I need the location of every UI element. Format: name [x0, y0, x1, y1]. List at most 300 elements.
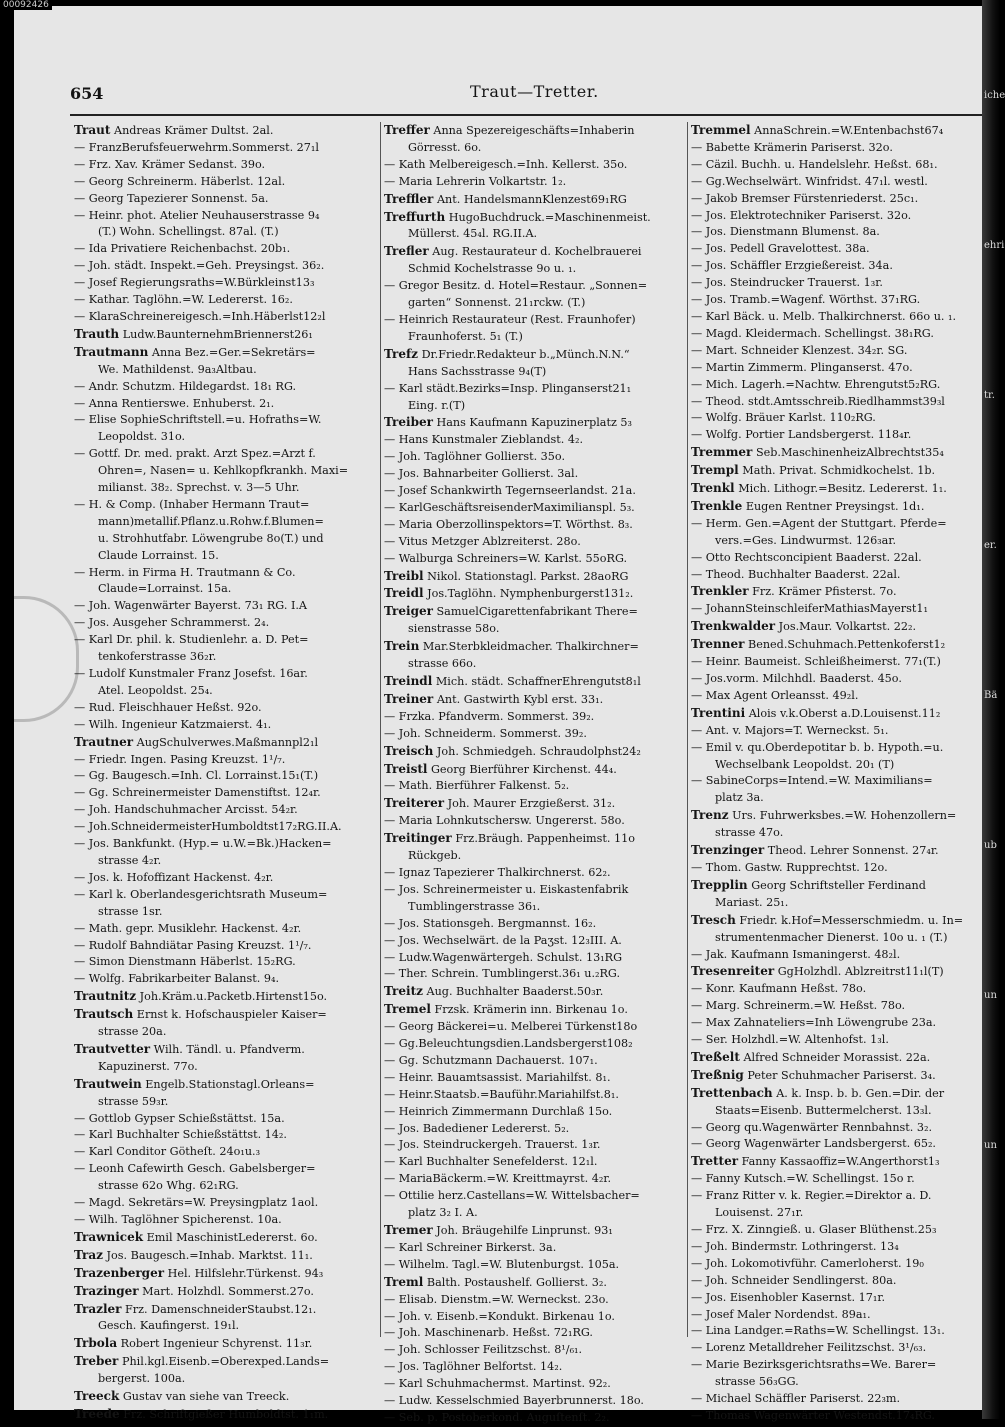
entry-text: Wechselbank Leopoldst. 20₁ (T) — [715, 757, 895, 771]
entry-text: Gustav van siehe van Treeck. — [122, 1390, 290, 1404]
directory-entry — [384, 500, 684, 517]
directory-entry — [691, 877, 981, 895]
entry-text: — Rudolf Bahndiätar Pasing Kreuzst. 1¹/₇. — [74, 938, 312, 952]
directory-entry — [74, 615, 377, 632]
surname: Treßnig — [691, 1067, 744, 1082]
directory-entry — [74, 122, 377, 140]
directory-entry — [384, 534, 684, 551]
directory-entry — [74, 683, 377, 700]
entry-text: — Frzka. Pfandverm. Sommerst. 39₂. — [384, 709, 595, 723]
column-divider — [687, 122, 688, 1337]
entry-text: Fanny Kassaoffiz=W.Angerthorst1₃ — [741, 1155, 940, 1169]
entry-text: — Karl k. Oberlandesgerichtsrath Museum= — [74, 887, 328, 901]
directory-entry — [74, 514, 377, 531]
entry-text: — Jos. Badediener Ledererst. 5₂. — [384, 1121, 570, 1135]
surname: Treisch — [384, 743, 434, 758]
entry-text: — Lorenz Metalldreher Feilitzschst. 3¹/₆₃. — [691, 1341, 927, 1355]
directory-entry — [384, 1342, 684, 1359]
entry-text: — Leonh Cafewirth Gesch. Gabelsberger= — [74, 1162, 316, 1176]
surname: Treml — [384, 1274, 424, 1289]
running-head: Traut—Tretter. — [470, 82, 599, 101]
entry-text: — Gg.Beleuchtungsdien.Landsbergerst108₂ — [384, 1037, 633, 1051]
entry-text: — Ludw. Kesselschmied Bayerbrunnerst. 18o. — [384, 1394, 644, 1408]
directory-entry — [691, 360, 981, 377]
entry-text: Joh. Bräugehilfe Linprunst. 93₁ — [436, 1224, 613, 1237]
directory-entry — [74, 632, 377, 649]
entry-text: Ludw.BaunternehmBriennerst26₁ — [122, 327, 313, 341]
directory-entry — [691, 1103, 981, 1120]
directory-entry — [384, 983, 684, 1001]
directory-entry — [384, 1274, 684, 1292]
surname: Trenz — [691, 808, 729, 823]
entry-text: Mart. Holzhdl. Sommerst.27o. — [142, 1284, 314, 1298]
surname: Tretter — [691, 1154, 739, 1169]
entry-text: — Theod. stdt.Amtsschreib.Riedlhammst39₃l — [691, 394, 945, 408]
entry-text: — Joh. v. Eisenb.=Kondukt. Birkenau 1o. — [384, 1309, 615, 1323]
directory-entry — [384, 1325, 684, 1342]
entry-text: Jos. Baugesch.=Inhab. Marktst. 11₁. — [106, 1248, 313, 1262]
entry-text: — Friedr. Ingen. Pasing Kreuzst. 1¹/₇. — [74, 752, 286, 766]
directory-entry — [691, 1290, 981, 1307]
directory-entry — [74, 1318, 377, 1335]
entry-text: u. Strohhutfabr. Löwengrube 8o(T.) und — [98, 531, 324, 545]
directory-entry — [384, 916, 684, 933]
directory-entry — [74, 258, 377, 275]
entry-text: — Jos. Bankfunkt. (Hyp.= u.W.=Bk.)Hacken= — [74, 837, 332, 851]
surname: Traut — [74, 123, 111, 137]
directory-entry — [691, 174, 981, 191]
directory-entry — [74, 870, 377, 887]
directory-entry — [691, 773, 981, 790]
directory-entry — [384, 483, 684, 500]
directory-entry — [691, 550, 981, 567]
entry-text: — JohannSteinschleiferMathiasMayerst1₁ — [691, 602, 928, 616]
entry-text: — Jos. Elektrotechniker Pariserst. 32o. — [691, 208, 912, 222]
directory-entry — [691, 480, 981, 498]
entry-text: — Jos. k. Hofoffizant Hackenst. 4₂r. — [74, 870, 274, 884]
directory-entry — [74, 1094, 377, 1111]
surname: Treffler — [384, 191, 434, 206]
entry-text: — Jos. Stationsgeh. Bergmannst. 16₂. — [384, 916, 597, 930]
directory-entry — [691, 1391, 981, 1408]
directory-entry — [691, 1340, 981, 1357]
column-2 — [384, 122, 684, 1424]
directory-entry — [691, 427, 981, 444]
entry-text: Claude Lorrainst. 15. — [98, 548, 219, 562]
entry-text: AugSchulverwes.Maßmannpl2₁l — [136, 735, 319, 749]
directory-entry — [74, 1059, 377, 1076]
surname: Trautner — [74, 734, 134, 749]
directory-entry — [384, 226, 684, 243]
entry-text: — Fanny Kutsch.=W. Schellingst. 15o r. — [691, 1172, 915, 1186]
entry-text: — SabineCorps=Intend.=W. Maximilians= — [691, 774, 933, 788]
surname: Treiterer — [384, 796, 445, 811]
directory-entry — [74, 819, 377, 836]
entry-text: — Georg Bäckerei=u. Melberei Türkenst18o — [384, 1020, 638, 1034]
directory-entry — [74, 971, 377, 988]
directory-entry — [691, 1307, 981, 1324]
directory-entry — [74, 292, 377, 309]
entry-text: Balth. Postaushelf. Gollierst. 3₂. — [426, 1275, 607, 1289]
entry-text: strasse 62o Whg. 62₁RG. — [98, 1179, 239, 1193]
directory-entry — [691, 1085, 981, 1103]
directory-entry — [384, 933, 684, 950]
entry-text: Wilh. Tändl. u. Pfandverm. — [153, 1042, 305, 1056]
surname: Treitz — [384, 984, 423, 999]
entry-text: — MariaBäckerm.=W. Kreittmayrst. 4₂r. — [384, 1172, 612, 1186]
directory-entry — [384, 638, 684, 656]
entry-text: — Joh. Lokomotivführ. Camerloherst. 19₀ — [691, 1256, 924, 1270]
directory-entry — [384, 174, 684, 191]
surname: Trettenbach — [691, 1085, 773, 1100]
entry-text: Math. Privat. Schmidkochelst. 1b. — [742, 464, 936, 478]
surname: Trenkler — [691, 584, 749, 599]
entry-text: — Theod. Buchhalter Baaderst. 22al. — [691, 567, 901, 581]
entry-text: — Joh. städt. Inspekt.=Geh. Preysingst. 36₂. — [74, 259, 325, 273]
surname: Trenkwalder — [691, 619, 776, 634]
entry-text: — Math. Bierführer Falkenst. 5₂. — [384, 779, 570, 793]
directory-entry — [74, 1161, 377, 1178]
directory-entry — [384, 1222, 684, 1240]
directory-entry — [691, 1256, 981, 1273]
entry-text: — Karl Conditor Götheſt. 24o₁u.₃ — [74, 1145, 261, 1159]
entry-text: — Jos. Pedell Gravelottest. 38a. — [691, 242, 870, 256]
edge-fragment: ub — [984, 840, 997, 851]
entry-text: — Magd. Sekretärs=W. Preysingplatz 1aol. — [74, 1196, 319, 1210]
directory-entry — [384, 950, 684, 967]
entry-text: Alois v.k.Oberst a.D.Louisenst.11₂ — [748, 706, 941, 720]
entry-text: tenkoferstrasse 36₂r. — [98, 650, 217, 664]
directory-entry — [384, 1171, 684, 1188]
directory-entry — [384, 865, 684, 882]
entry-text: Phil.kgl.Eisenb.=Oberexped.Lands= — [121, 1355, 330, 1369]
entry-text: — Herm. in Firma H. Trautmann & Co. — [74, 565, 296, 579]
entry-text: — Elisab. Dienstm.=W. Werneckst. 23o. — [384, 1292, 609, 1306]
entry-text: — Gg. Schutzmann Dachauerst. 107₁. — [384, 1053, 598, 1067]
directory-entry — [384, 1376, 684, 1393]
entry-text: Nikol. Stationstagl. Parkst. 28aoRG — [427, 569, 629, 583]
entry-text: — FranzBerufsfeuerwehrm.Sommerst. 27₁l — [74, 140, 319, 154]
entry-text: strasse 1sr. — [98, 904, 163, 918]
directory-entry — [384, 261, 684, 278]
directory-entry — [691, 981, 981, 998]
directory-entry — [691, 208, 981, 225]
entry-text: — Jos. Taglöhner Belfortst. 14₂. — [384, 1360, 563, 1374]
entry-text: — Wolfg. Portier Landsbergerst. 118₄r. — [691, 428, 912, 442]
entry-text: garten“ Sonnenst. 21₁rckw. (T.) — [408, 296, 586, 310]
entry-text: Robert Ingenieur Schyrenst. 11₃r. — [120, 1337, 313, 1351]
directory-entry — [691, 842, 981, 860]
directory-entry — [384, 191, 684, 209]
directory-entry — [384, 1309, 684, 1326]
page-header — [70, 78, 990, 108]
directory-entry — [691, 275, 981, 292]
entry-text: Joh.Kräm.u.Packetb.Hirtenst15o. — [139, 990, 328, 1004]
directory-entry — [74, 1127, 377, 1144]
directory-entry — [384, 656, 684, 673]
entry-text: — Andr. Schutzm. Hildegardst. 18₁ RG. — [74, 379, 297, 393]
directory-entry — [384, 432, 684, 449]
surname: Treber — [74, 1354, 119, 1369]
entry-text: — Ignaz Tapezierer Thalkirchnerst. 62₂. — [384, 865, 611, 879]
directory-entry — [384, 709, 684, 726]
directory-entry — [384, 329, 684, 346]
directory-entry — [691, 1188, 981, 1205]
directory-entry — [384, 1070, 684, 1087]
directory-entry — [691, 860, 981, 877]
entry-text: — Maria Oberzollinspektors=T. Wörthst. 8₃. — [384, 517, 633, 531]
surname: Treeck — [74, 1389, 120, 1404]
surname: Trenzinger — [691, 843, 765, 858]
entry-text: — Frz. Xav. Krämer Sedanst. 39o. — [74, 157, 266, 171]
directory-entry — [691, 258, 981, 275]
entry-text: — Jos.vorm. Milchhdl. Baaderst. 45o. — [691, 672, 902, 685]
entry-text: Ant. Gastwirth Kybl erst. 33₁. — [436, 692, 604, 706]
surname: Trempl — [691, 463, 739, 478]
directory-entry — [384, 517, 684, 534]
directory-entry — [74, 174, 377, 191]
directory-entry — [384, 882, 684, 899]
entry-text: — Josef Schankwirth Tegernseerlandst. 21a. — [384, 484, 636, 498]
directory-entry — [384, 295, 684, 312]
directory-entry — [384, 778, 684, 795]
surname: Tresenreiter — [691, 964, 775, 979]
entry-text: — KarlGeschäftsreisenderMaximilianspl. 5₃. — [384, 500, 635, 514]
directory-entry — [691, 1205, 981, 1222]
entry-text: Engelb.Stationstagl.Orleans= — [145, 1077, 315, 1091]
directory-entry — [74, 1144, 377, 1161]
directory-entry — [384, 1410, 684, 1427]
surname: Trein — [384, 639, 420, 654]
surname: Trentini — [691, 705, 746, 720]
entry-text: — Karl Schreiner Birkerst. 3a. — [384, 1240, 557, 1254]
directory-entry — [691, 895, 981, 912]
column-3 — [691, 122, 981, 1422]
directory-entry — [74, 224, 377, 241]
directory-entry — [74, 1111, 377, 1128]
directory-entry — [691, 410, 981, 427]
entry-text: — Karl Dr. phil. k. Studienlehr. a. D. Pet= — [74, 633, 309, 647]
surname: Trauth — [74, 326, 120, 341]
entry-text: — Jakob Bremser Fürstenriederst. 25c₁. — [691, 191, 919, 205]
directory-entry — [74, 1212, 377, 1229]
entry-text: Frz.Bräugh. Pappenheimst. 11o — [455, 832, 635, 846]
entry-text: Mich. Lithogr.=Besitz. Ledererst. 1₁. — [738, 482, 947, 496]
entry-text: Mich. städt. SchaffnerEhrengutst8₁l — [435, 675, 641, 688]
directory-entry — [691, 191, 981, 208]
directory-entry — [691, 1239, 981, 1256]
entry-text: — Marie Bezirksgerichtsraths=We. Barer= — [691, 1358, 937, 1372]
entry-text: — Emil v. qu.Oberdepotitar b. b. Hypoth.=u. — [691, 740, 944, 754]
entry-text: — Marg. Schreinerm.=W. Heßst. 78o. — [691, 999, 906, 1013]
directory-entry — [384, 966, 684, 983]
surname: Trautnitz — [74, 989, 137, 1004]
entry-text: Staats=Eisenb. Buttermelcherst. 13₃l. — [715, 1103, 932, 1117]
entry-text: — Wilh. Taglöhner Spicherenst. 10a. — [74, 1213, 282, 1226]
directory-entry — [74, 1041, 377, 1059]
directory-entry — [384, 278, 684, 295]
entry-text: platz 3₂ I. A. — [408, 1206, 478, 1220]
entry-text: — Joh. Schlosser Feilitzschst. 8¹/₆₁. — [384, 1343, 583, 1357]
directory-entry — [384, 1257, 684, 1274]
directory-entry — [74, 241, 377, 258]
edge-fragment: tr. — [984, 390, 995, 401]
directory-entry — [691, 963, 981, 981]
directory-entry — [74, 666, 377, 683]
directory-entry — [74, 429, 377, 446]
directory-entry — [691, 567, 981, 584]
directory-entry — [691, 343, 981, 360]
entry-text: GgHolzhdl. Ablzreitrst11₁l(T) — [777, 965, 944, 979]
entry-text: vers.=Ges. Lindwurmst. 126₃ar. — [715, 533, 897, 547]
surname: Trbola — [74, 1336, 118, 1351]
entry-text: — Otto Rechtsconcipient Baaderst. 22al. — [691, 550, 922, 564]
entry-text: — Joh. Taglöhner Gollierst. 35o. — [384, 450, 566, 464]
entry-text: — Jos. Schreinermeister u. Eiskastenfabrik — [384, 882, 629, 896]
directory-entry — [384, 899, 684, 916]
directory-entry — [691, 462, 981, 480]
directory-entry — [384, 1001, 684, 1019]
directory-entry — [384, 1137, 684, 1154]
directory-entry — [691, 930, 981, 947]
entry-text: — Thomas Wagenwärter Westendst.17₄RG. — [691, 1408, 935, 1422]
entry-text: — Jos. Ausgeher Schrammerst. 2₄. — [74, 616, 270, 630]
entry-text: — Jos. Tramb.=Wagenf. Wörthst. 37₁RG. — [691, 293, 921, 307]
directory-entry — [384, 414, 684, 432]
entry-text: — Ottilie herz.Castellans=W. Wittelsbacher= — [384, 1189, 640, 1203]
entry-text: — Jos. Schäffler Erzgießereist. 34a. — [691, 259, 893, 273]
surname: Treindl — [384, 674, 433, 688]
directory-entry — [74, 1229, 377, 1247]
directory-entry — [691, 394, 981, 411]
directory-entry — [691, 1408, 981, 1425]
entry-text: Urs. Fuhrwerksbes.=W. Hohenzollern= — [732, 809, 957, 823]
entry-text: — Wolfg. Fabrikarbeiter Balanst. 9₄. — [74, 972, 280, 986]
surname: Trazler — [74, 1301, 122, 1316]
entry-text: — Kathar. Taglöhn.=W. Ledererst. 16₂. — [74, 293, 293, 307]
directory-entry — [691, 1357, 981, 1374]
edge-fragment: un — [984, 1140, 997, 1151]
entry-text: Fraunhoferst. 5₁ (T.) — [408, 329, 523, 343]
entry-text: — Max Zahnateliers=Inh Löwengrube 23a. — [691, 1016, 937, 1030]
directory-entry — [384, 585, 684, 603]
entry-text: Eing. r.(T) — [408, 398, 466, 412]
directory-entry — [691, 1323, 981, 1340]
surname: Treiner — [384, 691, 434, 706]
entry-text: — Karl Bäck. u. Melb. Thalkirchnerst. 66o u. ₁. — [691, 309, 957, 323]
entry-text: strumentenmacher Dienerst. 10o u. ₁ (T.) — [715, 930, 948, 944]
directory-entry — [384, 312, 684, 329]
directory-entry — [74, 1353, 377, 1371]
entry-text: — Georg qu.Wagenwärter Rennbahnst. 3₂. — [691, 1120, 933, 1134]
entry-text: — Jos. Wechselwärt. de la Paʒst. 12₃III. A. — [384, 933, 622, 947]
directory-entry — [74, 1406, 377, 1424]
directory-entry — [384, 1240, 684, 1257]
entry-text: Joh. Maurer Erzgießerst. 31₂. — [447, 797, 616, 811]
entry-text: — Mart. Schneider Klenzest. 34₂r. SG. — [691, 343, 908, 357]
directory-entry — [74, 1076, 377, 1094]
entry-text: — Lina Landger.=Raths=W. Schellingst. 13₁. — [691, 1324, 945, 1338]
surname: Treiber — [384, 415, 433, 430]
entry-text: Seb.MaschinenheizAlbrechtst35₄ — [755, 446, 944, 460]
directory-entry — [691, 1015, 981, 1032]
directory-entry — [691, 671, 981, 688]
entry-text: — Heinrich Zimmermann Durchlaß 15o. — [384, 1104, 613, 1118]
entry-text: — Hans Kunstmaler Zieblandst. 4₂. — [384, 433, 584, 447]
directory-entry — [384, 621, 684, 638]
entry-text: — Joh. Wagenwärter Bayerst. 73₁ RG. I.A — [74, 599, 308, 613]
directory-entry — [691, 1049, 981, 1067]
entry-text: Aug. Restaurateur d. Kochelbrauerei — [432, 245, 642, 259]
directory-entry — [74, 752, 377, 769]
entry-text: — Simon Dienstmann Häberlst. 15₂RG. — [74, 955, 296, 969]
directory-entry — [74, 344, 377, 362]
entry-text: — Joh. Maschinenarb. Heßst. 72₁RG. — [384, 1326, 593, 1340]
directory-entry — [74, 208, 377, 225]
directory-entry — [384, 813, 684, 830]
entry-text: Ernst k. Hofschauspieler Kaiser= — [136, 1008, 327, 1022]
entry-text: — Maria Lohnkutschersw. Ungererst. 58o. — [384, 814, 625, 828]
surname: Trawnicek — [74, 1229, 144, 1244]
entry-text: — Martin Zimmerm. Plinganserst. 47o. — [691, 360, 913, 374]
entry-text: Frzsk. Krämerin inn. Birkenau 1o. — [434, 1003, 628, 1017]
directory-entry — [691, 1171, 981, 1188]
entry-text: — Josef Regierungsraths=W.Bürkleinst13₃ — [74, 276, 315, 290]
entry-text: — Michael Schäffler Pariserst. 22₃m. — [691, 1392, 901, 1406]
directory-entry — [691, 740, 981, 757]
entry-text: — Gottf. Dr. med. prakt. Arzt Spez.=Arzt f. — [74, 447, 316, 461]
directory-entry — [384, 1154, 684, 1171]
directory-entry — [691, 224, 981, 241]
surname: Trautwein — [74, 1076, 142, 1091]
directory-entry — [74, 802, 377, 819]
directory-entry — [384, 761, 684, 779]
entry-text: Schmid Kochelstrasse 9o u. ₁. — [408, 262, 577, 276]
edge-fragment: un — [984, 990, 997, 1001]
entry-text: — Babette Krämerin Pariserst. 32o. — [691, 140, 893, 154]
surname: Treede — [74, 1406, 120, 1421]
entry-text: — Jos. Eisenhobler Kasernst. 17₁r. — [691, 1290, 886, 1304]
entry-text: — Elise SophieSchriftstell.=u. Hofraths=W. — [74, 413, 322, 427]
entry-text: A. k. Insp. b. b. Gen.=Dir. der — [776, 1086, 945, 1100]
directory-entry — [384, 848, 684, 865]
directory-entry — [691, 807, 981, 825]
directory-entry — [384, 1121, 684, 1138]
directory-entry — [74, 140, 377, 157]
directory-entry — [384, 209, 684, 227]
entry-text: (T.) Wohn. Schellingst. 87al. (T.) — [98, 225, 279, 239]
directory-entry — [74, 157, 377, 174]
directory-entry — [691, 1120, 981, 1137]
entry-text: Hans Sachsstrasse 9₄(T) — [408, 364, 547, 378]
directory-entry — [74, 921, 377, 938]
edge-fragment: Bä — [984, 690, 998, 701]
edge-fragment: iche — [984, 90, 1005, 101]
directory-entry — [74, 1388, 377, 1406]
directory-entry — [384, 830, 684, 848]
directory-entry — [384, 449, 684, 466]
entry-text: — Josef Maler Nordendst. 89a₁. — [691, 1307, 871, 1321]
next-page-edge — [982, 0, 1005, 1419]
directory-entry — [691, 790, 981, 807]
directory-entry — [74, 1283, 377, 1301]
directory-entry — [74, 700, 377, 717]
directory-entry — [691, 516, 981, 533]
directory-entry — [691, 326, 981, 343]
directory-entry — [691, 498, 981, 516]
entry-text: HugoBuchdruck.=Maschinenmeist. — [448, 210, 651, 224]
entry-text: Alfred Schneider Morassist. 22a. — [743, 1050, 931, 1064]
